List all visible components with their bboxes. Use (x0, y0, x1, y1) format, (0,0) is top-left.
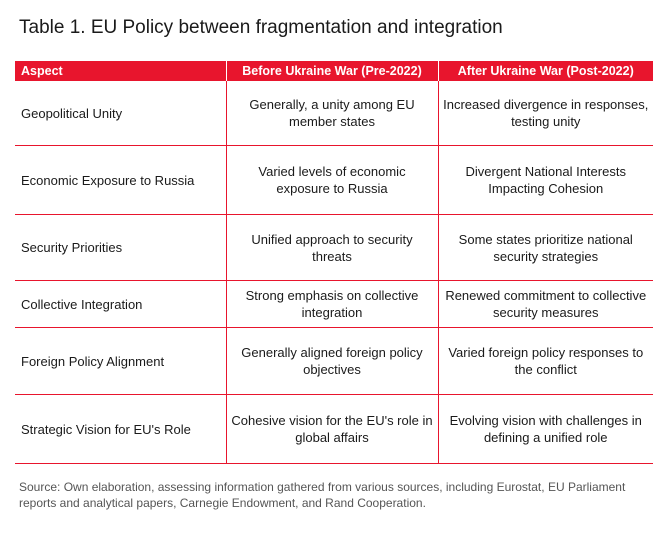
table-row (15, 328, 653, 395)
table-row (15, 81, 653, 146)
table-body (15, 81, 653, 464)
aspect-cell: Strategic Vision for EU's Role (15, 395, 226, 464)
after-cell: Some states prioritize national security strategies (438, 215, 653, 281)
header-before-war: Before Ukraine War (Pre-2022) (226, 61, 438, 81)
table-title: Table 1. EU Policy between fragmentation and integration (19, 17, 503, 38)
aspect-cell: Security Priorities (15, 215, 226, 281)
table-row (15, 281, 653, 328)
table-row (15, 215, 653, 281)
after-cell: Increased divergence in responses, testing unity (438, 81, 653, 146)
after-cell: Evolving vision with challenges in defining a unified role (438, 395, 653, 464)
policy-table (15, 61, 653, 464)
header-row (15, 61, 653, 81)
after-cell: Varied foreign policy responses to the conflict (438, 328, 653, 395)
table-row (15, 146, 653, 215)
before-cell: Cohesive vision for the EU's role in global affairs (226, 395, 438, 464)
table-header (15, 61, 653, 81)
after-cell: Divergent National Interests Impacting Cohesion (438, 146, 653, 215)
aspect-cell: Foreign Policy Alignment (15, 328, 226, 395)
before-cell: Varied levels of economic exposure to Russia (226, 146, 438, 215)
aspect-cell: Economic Exposure to Russia (15, 146, 226, 215)
before-cell: Unified approach to security threats (226, 215, 438, 281)
aspect-cell: Collective Integration (15, 281, 226, 328)
header-after-war: After Ukraine War (Post-2022) (438, 61, 653, 81)
table-row (15, 395, 653, 464)
before-cell: Generally aligned foreign policy objectives (226, 328, 438, 395)
after-cell: Renewed commitment to collective security measures (438, 281, 653, 328)
before-cell: Generally, a unity among EU member states (226, 81, 438, 146)
before-cell: Strong emphasis on collective integration (226, 281, 438, 328)
header-aspect: Aspect (15, 61, 226, 81)
source-note: Source: Own elaboration, assessing information gathered from various sources, including Eurostat, EU Parliament reports and analytical papers, Carnegie Endowment, and Rand Cooperation. (19, 480, 626, 510)
aspect-cell: Geopolitical Unity (15, 81, 226, 146)
